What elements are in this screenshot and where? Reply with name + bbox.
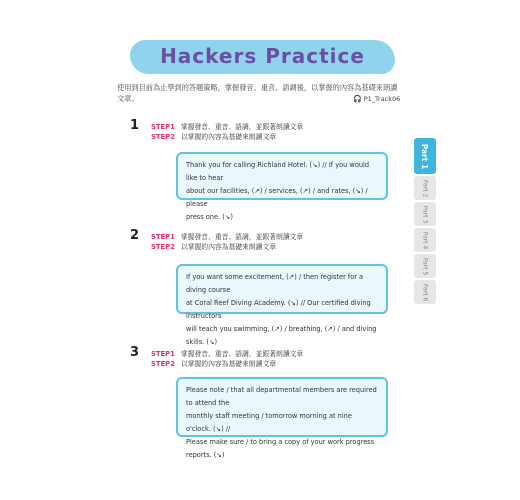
step2-text: 以掌握的內容為基礎來朗讀文章 [180, 360, 277, 368]
step1-label: STEP1 [151, 123, 175, 131]
title-banner [130, 40, 395, 74]
step2-text: 以掌握的內容為基礎來朗讀文章 [180, 243, 277, 251]
step2-label: STEP2 [151, 133, 175, 141]
page-title: Hackers Practice [160, 44, 365, 68]
step1-label: STEP1 [151, 233, 175, 241]
tab-part-1[interactable]: Part 1 [414, 138, 436, 174]
passage-line: press one. (↘) [186, 213, 233, 221]
step1 [151, 122, 303, 132]
step1-text: 掌握發音、重音、語調，並跟著朗讀文章 [180, 123, 304, 131]
tab-part-2[interactable]: Part 2 [414, 176, 436, 200]
passage-line: reports. (↘) [186, 451, 225, 459]
reading-passage [176, 152, 388, 221]
step2 [151, 132, 276, 142]
headphones-icon: 🎧 [353, 95, 362, 103]
exercise-number: 1 [130, 118, 140, 133]
step2-label: STEP2 [151, 360, 175, 368]
step1 [151, 349, 303, 359]
intro-text: 使用到目前為止學到的答題策略，掌握發音、重音、語調後，以掌握的內容為基礎來朗讀文章。 [117, 83, 398, 103]
step2-label: STEP2 [151, 243, 175, 251]
part-tabs [414, 138, 438, 306]
track-label: P1_Track06 [363, 95, 401, 103]
step1 [151, 232, 303, 242]
step2 [151, 359, 276, 369]
exercise-number: 3 [130, 345, 140, 360]
tab-part-6[interactable]: Part 6 [414, 280, 436, 304]
tab-part-4[interactable]: Part 4 [414, 228, 436, 252]
step2 [151, 242, 276, 252]
exercise-number: 2 [130, 228, 140, 243]
tab-part-3[interactable]: Part 3 [414, 202, 436, 226]
passage-line: If you want some excitement, (↗) / then register for a diving course [186, 273, 364, 294]
tab-part-5[interactable]: Part 5 [414, 254, 436, 278]
reading-passage [176, 377, 388, 459]
passage-line: at Coral Reef Diving Academy. (↘) // Our certified diving instructors [186, 299, 371, 320]
step1-label: STEP1 [151, 350, 175, 358]
step2-text: 以掌握的內容為基礎來朗讀文章 [180, 133, 277, 141]
passage-line: Please make sure / to bring a copy of your work progress [186, 438, 375, 446]
step1-text: 掌握發音、重音、語調，並跟著朗讀文章 [180, 350, 304, 358]
passage-line: monthly staff meeting / tomorrow morning at nine o'clock. (↘) // [186, 412, 352, 433]
passage-line: Please note / that all departmental members are required to attend the [186, 386, 377, 407]
passage-line: Thank you for calling Richland Hotel. (↘) // If you would like to hear [186, 161, 370, 182]
step1-text: 掌握發音、重音、語調，並跟著朗讀文章 [180, 233, 304, 241]
reading-passage [176, 264, 388, 346]
passage-line: about our facilities, (↗) / services, (↗) / and rates, (↘) / please [186, 187, 368, 208]
passage-line: will teach you swimming, (↗) / breathing, (↗) / and diving skills. (↘) [186, 325, 377, 346]
audio-track[interactable] [353, 95, 400, 103]
